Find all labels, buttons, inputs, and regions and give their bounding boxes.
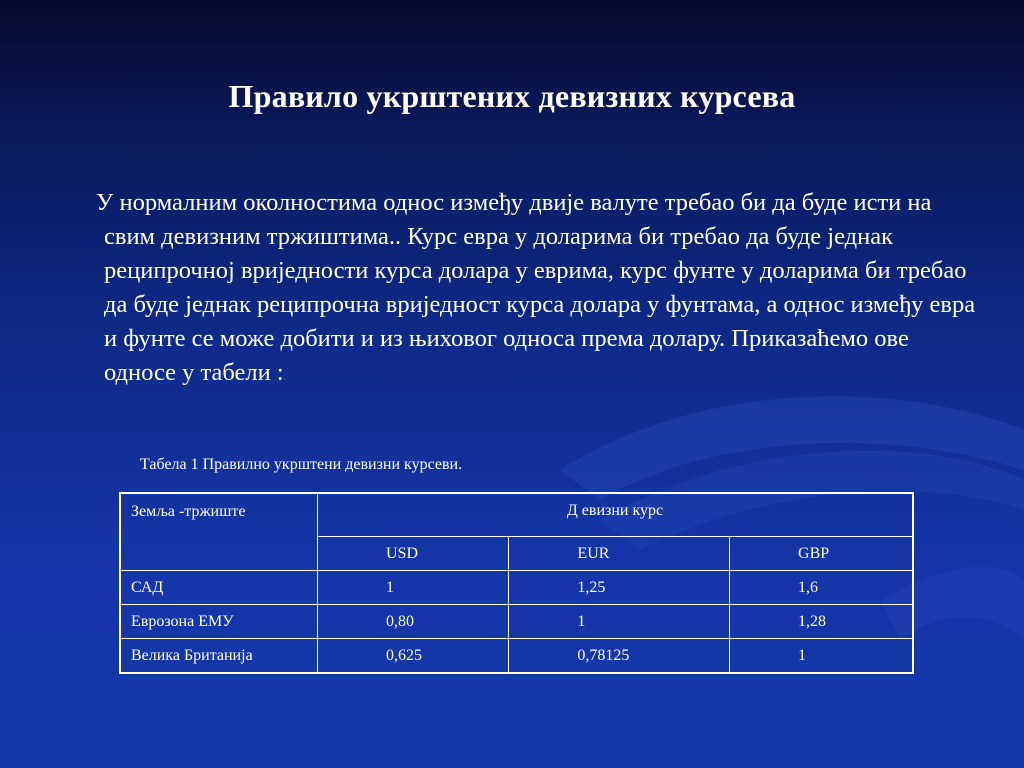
table-cell: 0,625 — [318, 639, 509, 674]
table-cell: 1,28 — [730, 605, 913, 639]
column-header-usd: USD — [318, 537, 509, 571]
group-header-cell: Д евизни курс — [318, 493, 914, 537]
table-caption: Табела 1 Правилно укрштени девизни курсеви. — [140, 456, 463, 473]
column-header-gbp: GBP — [730, 537, 913, 571]
table-header-row — [120, 493, 913, 537]
row-label: Еврозона ЕМУ — [120, 605, 318, 639]
row-label: САД — [120, 571, 318, 605]
table-cell: 1 — [730, 639, 913, 674]
table-row — [120, 605, 913, 639]
table-row — [120, 639, 913, 674]
slide-title: Правило укрштених девизних курсева — [228, 78, 796, 114]
table-cell: 1 — [318, 571, 509, 605]
table-cell: 0,80 — [318, 605, 509, 639]
exchange-rate-table — [119, 492, 914, 674]
row-label: Велика Британија — [120, 639, 318, 674]
slide-paragraph: У нормалним околностима однос између двије валуте требао би да буде исти на свим девизним тржиштима.. Курс евра у доларима би требао да буде једнак реципрочној вриједности курса долара у еврима, курс фунте у доларима би требао да буде једнак реципрочна вриједност курса долара у фунтама, а однос између евра и фунте се може добити и из њиховог односа према долару. Приказаћемо ове односе у табели : — [96, 189, 976, 386]
table-cell: 1 — [509, 605, 730, 639]
column-header-eur: EUR — [509, 537, 730, 571]
corner-header-cell: Земља -тржиште — [120, 493, 318, 571]
table-cell: 1,6 — [730, 571, 913, 605]
table-cell: 1,25 — [509, 571, 730, 605]
table-row — [120, 571, 913, 605]
table-cell: 0,78125 — [509, 639, 730, 674]
